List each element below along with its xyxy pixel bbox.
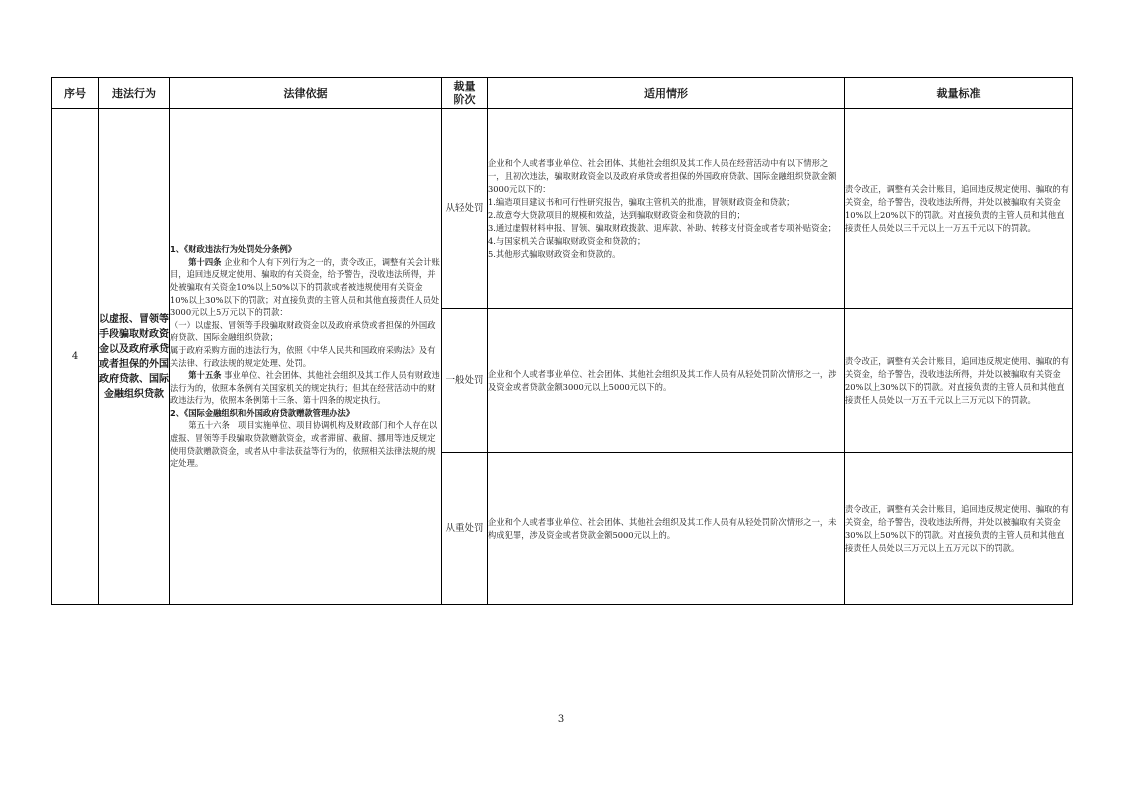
header-row [52, 78, 1073, 109]
situation-lenient-item: 2.故意夸大贷款项目的规模和效益，达到骗取财政资金和贷款的目的； [488, 209, 745, 220]
header-situation: 适用情形 [488, 78, 845, 109]
situation-lenient-item: 3.通过虚假材料申报、冒领、骗取财政拨款、退库款、补助、转移支付资金或者专项补贴资金； [488, 222, 837, 233]
page-number: 3 [557, 714, 565, 725]
situation-lenient-item: 5.其他形式骗取财政资金和贷款的。 [488, 248, 621, 259]
header-level: 裁量阶次 [442, 78, 488, 109]
basis-article-56: 第五十六条 项目实施单位、项目协调机构及财政部门和个人存在以虚报、冒领等手段骗取贷款赠款资金，或者滞留、截留、挪用等违反规定使用贷款赠款资金，或者从中非法获益等行为的，依照相关法律法规的规定处理。 [170, 420, 438, 469]
article-14-title: 第十四条 [188, 256, 222, 267]
level-severe: 从重处罚 [442, 453, 488, 605]
standard-general: 责令改正，调整有关会计账目，追回违反规定使用、骗取的有关资金，给予警告，没收违法所得，并处以被骗取有关资金20%以上30%以下的罚款。对直接负责的主管人员和其他直接责任人员处以一万五千元以上三万元以下的罚款。 [845, 309, 1073, 453]
legal-basis [170, 109, 442, 605]
article-15-text: 事业单位、社会团体、其他社会组织及其工作人员有财政违法行为的，依照本条例有关国家机关的规定执行；但其在经营活动中的财政违法行为，依照本条例第十三条、第十四条的规定执行。 [170, 370, 440, 406]
situation-lenient-item: 1.编造项目建议书和可行性研究报告，骗取主管机关的批准，冒领财政资金和贷款； [488, 196, 795, 207]
standard-severe: 责令改正，调整有关会计账目，追回违反规定使用、骗取的有关资金，给予警告，没收违法所得，并处以被骗取有关资金30%以上50%以下的罚款。对直接负责的主管人员和其他直接责任人员处以三万元以上五万元以下的罚款。 [845, 453, 1073, 605]
header-seq: 序号 [52, 78, 99, 109]
table-row [52, 109, 1073, 309]
situation-severe: 企业和个人或者事业单位、社会团体、其他社会组织及其工作人员有从轻处罚阶次情形之一，未构成犯罪，涉及资金或者贷款金额5000元以上的。 [488, 453, 845, 605]
basis-article-14 [170, 256, 441, 319]
situation-lenient-item: 4.与国家机关合谋骗取财政资金和贷款的； [488, 235, 646, 246]
basis-item-1: （一）以虚报、冒领等手段骗取财政资金以及政府承贷或者担保的外国政府贷款、国际金融组织贷款； [170, 319, 436, 343]
article-15-title: 第十五条 [188, 370, 222, 381]
header-basis: 法律依据 [170, 78, 442, 109]
row-seq: 4 [52, 109, 99, 605]
situation-general: 企业和个人或者事业单位、社会团体、其他社会组织及其工作人员有从轻处罚阶次情形之一，涉及资金或者贷款金额3000元以上5000元以下的。 [488, 309, 845, 453]
basis-article-15 [170, 369, 441, 407]
level-lenient: 从轻处罚 [442, 109, 488, 309]
basis-heading-2: 2、《国际金融组织和外国政府贷款赠款管理办法》 [170, 407, 355, 418]
level-general: 一般处罚 [442, 309, 488, 453]
basis-heading-1: 1、《财政违法行为处罚处分条例》 [170, 244, 297, 255]
basis-procurement: 属于政府采购方面的违法行为，依照《中华人民共和国政府采购法》及有关法律、行政法规的规定处理、处罚。 [170, 344, 436, 368]
row-violation: 以虚报、冒领等手段骗取财政资金以及政府承贷或者担保的外国政府贷款、国际金融组织贷款 [99, 109, 170, 605]
standard-lenient: 责令改正，调整有关会计账目，追回违反规定使用、骗取的有关资金，给予警告，没收违法所得，并处以被骗取有关资金10%以上20%以下的罚款。对直接负责的主管人员和其他直接责任人员处以三千元以上一万五千元以下的罚款。 [845, 109, 1073, 309]
header-act: 违法行为 [99, 78, 170, 109]
header-standard: 裁量标准 [845, 78, 1073, 109]
article-14-text: 企业和个人有下列行为之一的，责令改正，调整有关会计账目，追回违反规定使用、骗取的有关资金，给予警告，没收违法所得，并处被骗取有关资金10%以上50%以下的罚款或者被违规使用有关资金10%以上30%以下的罚款；对直接负责的主管人员和其他直接责任人员处3000元以上5万元以下的罚款： [170, 256, 440, 318]
penalty-table [51, 77, 1073, 605]
situation-lenient-intro: 企业和个人或者事业单位、社会团体、其他社会组织及其工作人员在经营活动中有以下情形之一，且初次违法，骗取财政资金以及政府承贷或者担保的外国政府贷款、国际金融组织贷款金额3000元以下的： [488, 157, 837, 194]
situation-lenient [488, 109, 845, 309]
